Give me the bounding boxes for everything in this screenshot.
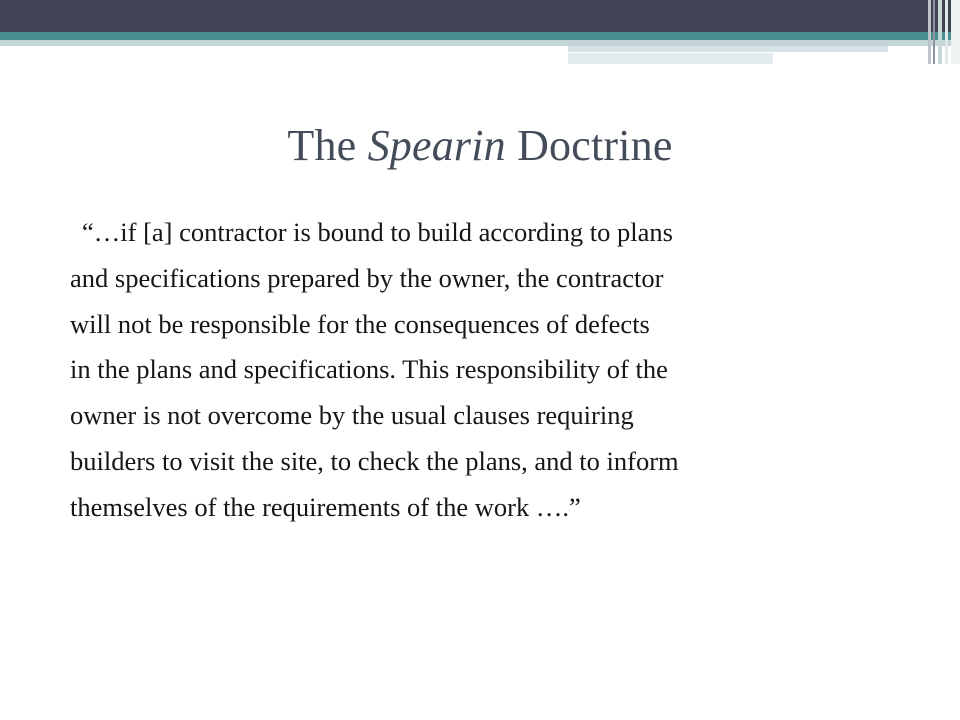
banner-dark-strip: [0, 0, 960, 32]
quote-line: owner is not overcome by the usual clauses requiring: [70, 400, 634, 431]
quote-line: in the plans and specifications. This responsibility of the: [70, 354, 668, 385]
quote-line: will not be responsible for the consequences of defects: [70, 308, 650, 339]
slide-title-case-name: Spearin: [367, 121, 506, 170]
quote-line: themselves of the requirements of the work ….”: [70, 491, 581, 522]
banner-vertical-stripe: [928, 0, 931, 64]
banner-tab-highlight: [568, 52, 888, 53]
banner-vertical-stripe: [938, 0, 942, 64]
quote-line: and specifications prepared by the owner, the contractor: [70, 262, 664, 293]
banner-teal-strip: [0, 32, 960, 40]
banner-vertical-stripe: [951, 0, 960, 64]
slide-title: [0, 120, 960, 172]
slide-title-suffix: Doctrine: [505, 121, 673, 170]
banner-vertical-stripe: [933, 0, 935, 64]
quote-line: “…if [a] contractor is bound to build according to plans: [82, 217, 673, 247]
banner-pale-tab-lower: [568, 52, 773, 64]
banner-vertical-stripe: [945, 0, 948, 64]
slide-title-prefix: The: [287, 121, 368, 170]
quote-block: [70, 210, 910, 531]
top-banner: [0, 0, 960, 70]
quote-line: builders to visit the site, to check the plans, and to inform: [70, 445, 679, 476]
